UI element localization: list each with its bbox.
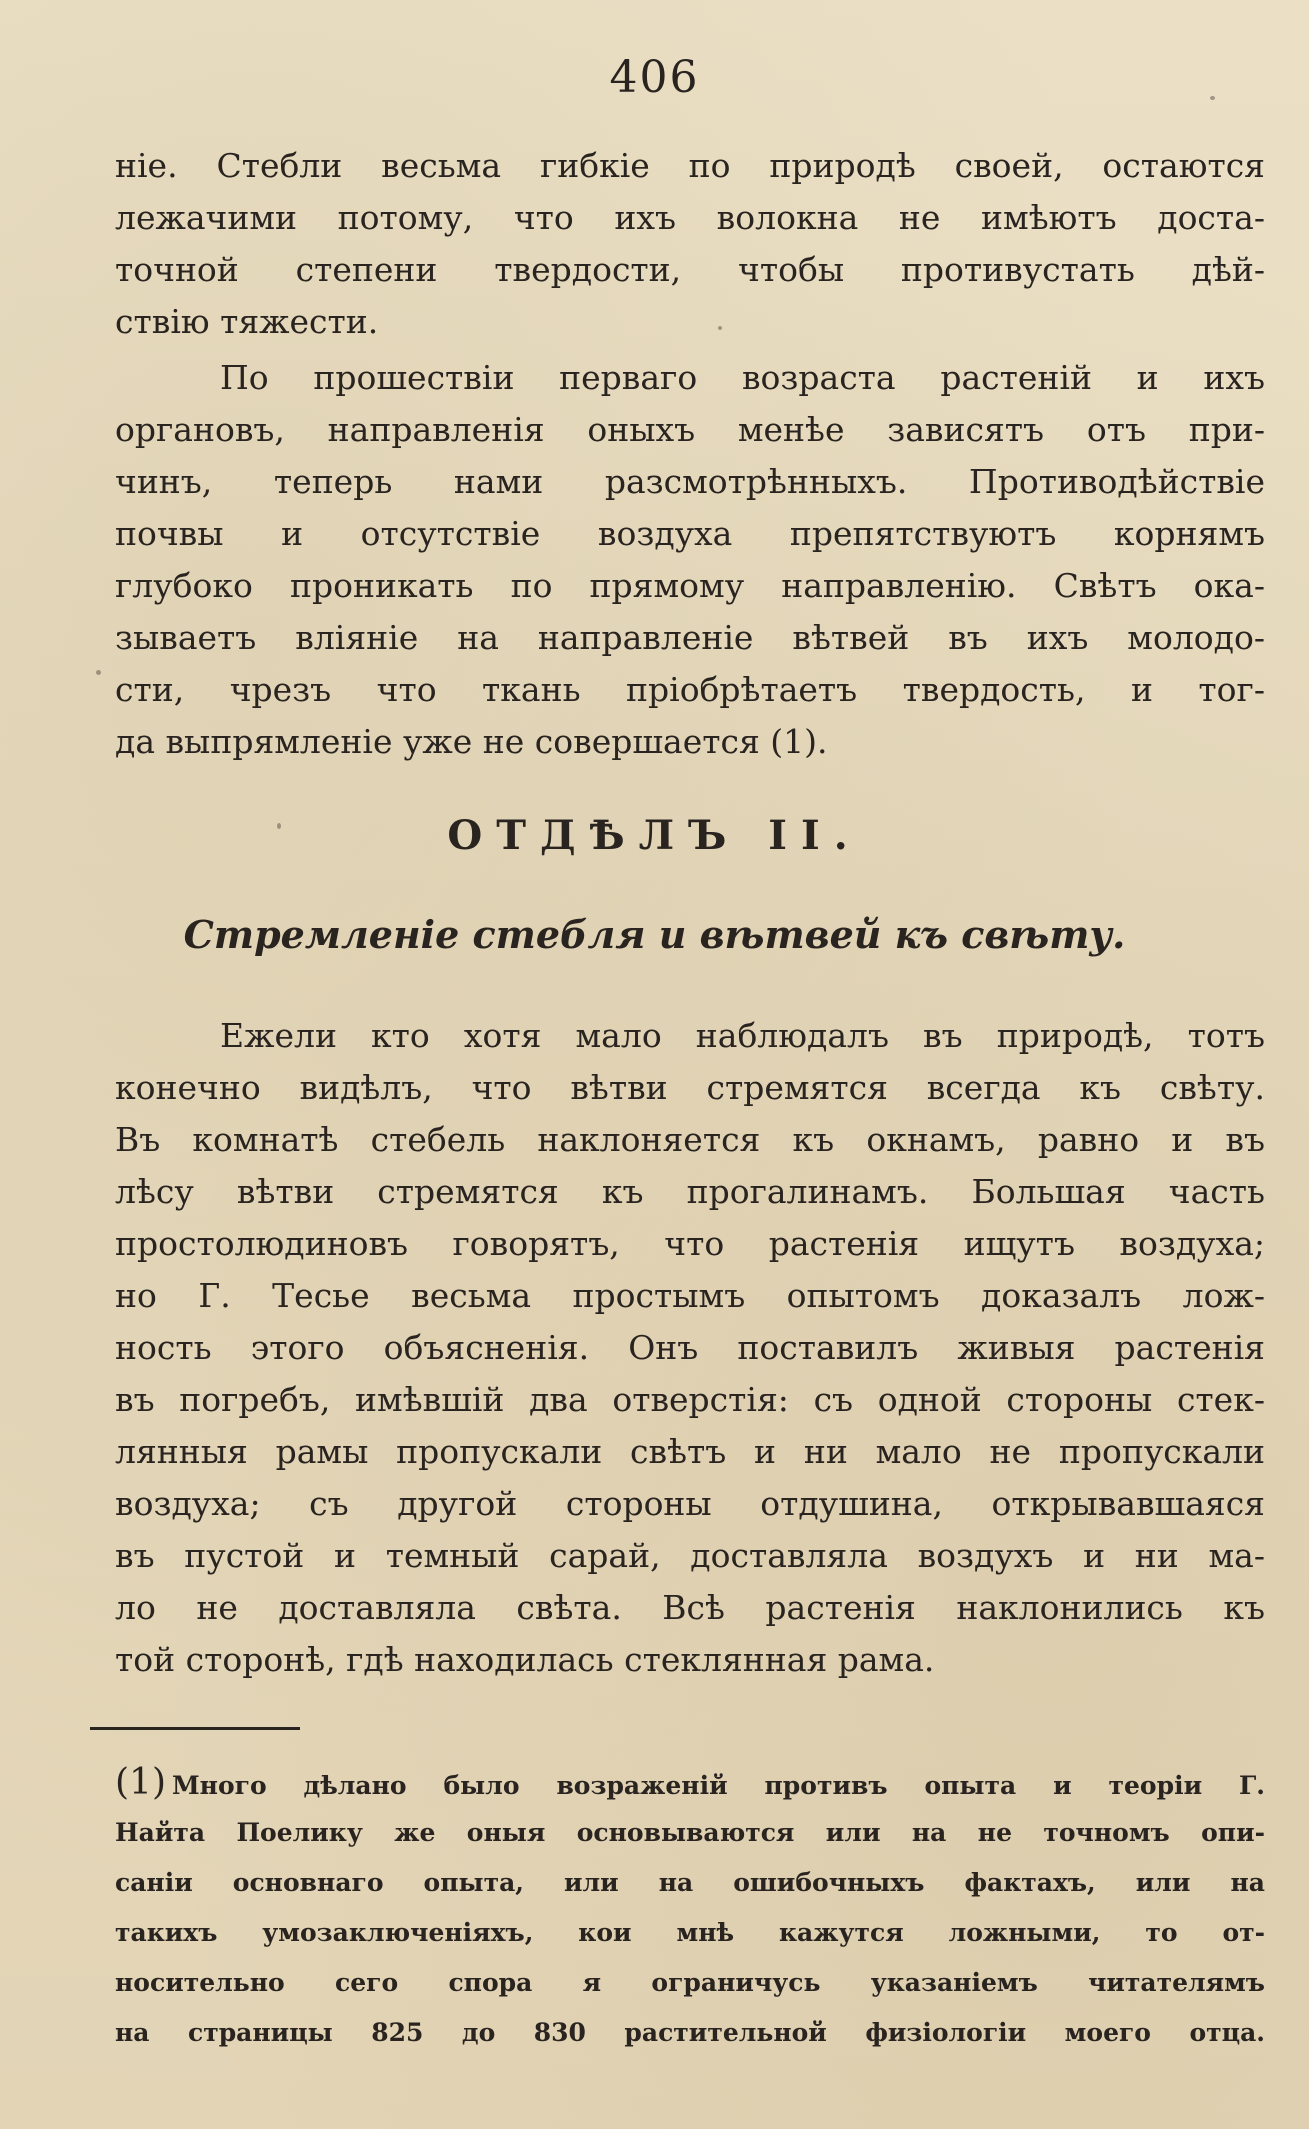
paper-speck (96, 670, 101, 675)
footnote (115, 1758, 1265, 2058)
text-line: сти, чрезъ что ткань пріобрѣтаетъ твердость, и тог- (115, 670, 1265, 709)
text-line: почвы и отсутствіе воздуха препятствуютъ корнямъ (115, 514, 1265, 553)
text-line: глубоко проникать по прямому направленію. Свѣтъ ока- (115, 566, 1265, 605)
text-line: простолюдиновъ говорятъ, что растенія ищутъ воздуха; (115, 1224, 1265, 1263)
paper-speck (1210, 96, 1215, 100)
text-line: лежачими потому, что ихъ волокна не имѣютъ доста- (115, 198, 1265, 237)
text-line: той сторонѣ, гдѣ находилась стеклянная рама. (115, 1640, 935, 1679)
text-line: По прошествіи перваго возраста растеній и ихъ (220, 358, 1265, 397)
text-line: чинъ, теперь нами разсмотрѣнныхъ. Противодѣйствіе (115, 462, 1265, 501)
page-number: 406 (609, 52, 700, 103)
text-line: точной степени твердости, чтобы противустать дѣй- (115, 250, 1265, 289)
footnote-line: носительно сего спора я ограничусь указаніемъ читателямъ (115, 1968, 1265, 1997)
footnote-rule (90, 1727, 300, 1730)
footnote-line-text: Много дѣлано было возраженій противъ опыта и теоріи Г. (172, 1771, 1265, 1800)
text-line: но Г. Тесье весьма простымъ опытомъ доказалъ лож- (115, 1276, 1265, 1315)
text-line: ность этого объясненія. Онъ поставилъ живыя растенія (115, 1328, 1265, 1367)
paper-speck (718, 326, 722, 330)
text-line: ніе. Стебли весьма гибкіе по природѣ своей, остаются (115, 146, 1265, 185)
footnote-line: на страницы 825 до 830 растительной физіологіи моего отца. (115, 2018, 1265, 2047)
paragraph-3 (115, 1010, 1265, 1686)
footnote-line: саніи основнаго опыта, или на ошибочныхъ фактахъ, или на (115, 1868, 1265, 1897)
paper-speck (277, 823, 281, 829)
text-line: Въ комнатѣ стебель наклоняется къ окнамъ, равно и въ (115, 1120, 1265, 1159)
text-line: органовъ, направленія оныхъ менѣе зависятъ отъ при- (115, 410, 1265, 449)
text-line: Ежели кто хотя мало наблюдалъ въ природѣ, тотъ (220, 1016, 1265, 1055)
paragraph-1 (115, 140, 1265, 348)
text-line: лянныя рамы пропускали свѣтъ и ни мало не пропускали (115, 1432, 1265, 1471)
footnote-line: Найта Поелику же оныя основываются или на не точномъ опи- (115, 1818, 1265, 1847)
text-line: конечно видѣлъ, что вѣтви стремятся всегда къ свѣту. (115, 1068, 1265, 1107)
text-line: ло не доставляла свѣта. Всѣ растенія наклонились къ (115, 1588, 1265, 1627)
text-line: лѣсу вѣтви стремятся къ прогалинамъ. Большая часть (115, 1172, 1265, 1211)
text-line: зываетъ вліяніе на направленіе вѣтвей въ ихъ молодо- (115, 618, 1265, 657)
footnote-line: такихъ умозаключеніяхъ, кои мнѣ кажутся ложными, то от- (115, 1918, 1265, 1947)
text-line: въ погребъ, имѣвшій два отверстія: съ одной стороны стек- (115, 1380, 1265, 1419)
text-line: воздуха; съ другой стороны отдушина, открывавшаяся (115, 1484, 1265, 1523)
text-line: да выпрямленіе уже не совершается (1). (115, 722, 828, 761)
footnote-marker: (1) (115, 1762, 166, 1803)
paragraph-2 (115, 352, 1265, 768)
footnote-line (115, 1758, 1265, 1808)
text-line: ствію тяжести. (115, 302, 379, 341)
section-heading: ОТДѢЛЪ II. (447, 812, 862, 859)
text-line: въ пустой и темный сарай, доставляла воздухъ и ни ма- (115, 1536, 1265, 1575)
section-subtitle: Стремленіе стебля и вѣтвей къ свѣту. (183, 912, 1126, 957)
